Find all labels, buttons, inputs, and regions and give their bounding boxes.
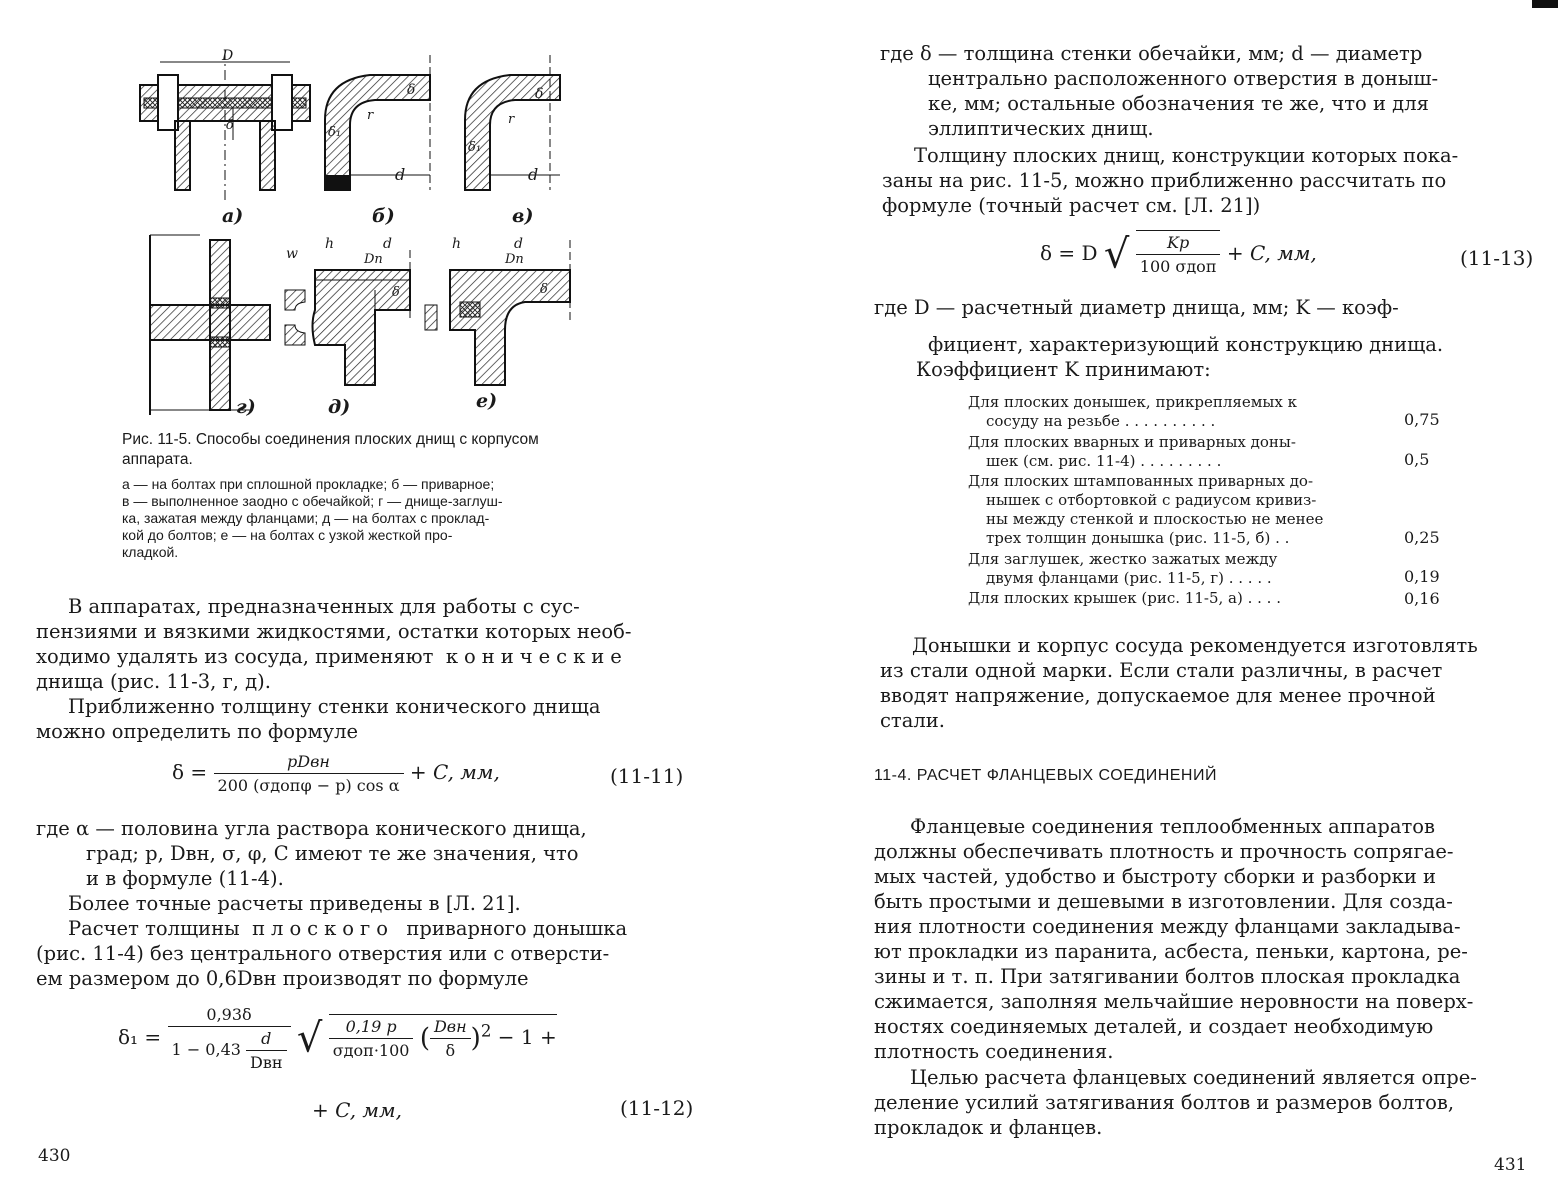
text-line: ностях соединяемых деталей, и создает необходимую: [874, 1015, 1434, 1038]
dim-r-b: r: [367, 108, 374, 123]
label-e: е): [476, 390, 498, 412]
caption-line: а — на болтах при сплошной прокладке; б — приварное;: [122, 476, 495, 492]
section-heading: 11-4. РАСЧЕТ ФЛАНЦЕВЫХ СОЕДИНЕНИЙ: [874, 767, 1217, 784]
label-g: г): [236, 396, 256, 418]
text-line: Целью расчета фланцевых соединений является опре-: [910, 1066, 1477, 1089]
text-line: Приближенно толщину стенки конического днища: [68, 695, 601, 718]
dim-d-v: d: [528, 165, 539, 184]
text-line: быть простыми и дешевыми в изготовлении. Для созда-: [874, 890, 1453, 913]
label-d: д): [328, 396, 351, 418]
text-line: деление усилий затягивания болтов и размеров болтов,: [874, 1091, 1455, 1114]
text-line: заны на рис. 11-5, можно приближенно рассчитать по: [882, 169, 1447, 192]
formula-number: (11-13): [1460, 246, 1534, 270]
dim-delta-d: δ: [392, 285, 400, 300]
figure-11-5: [130, 40, 590, 425]
dim-r-v: r: [508, 112, 515, 127]
text-line: стали.: [880, 709, 945, 732]
left-page: [0, 0, 770, 1190]
text-line: где D — расчетный диаметр днища, мм; K — коэф-: [874, 296, 1399, 319]
dim-Dn-e: Dп: [505, 252, 524, 267]
caption-line: кладкой.: [122, 544, 179, 560]
text-line: ке, мм; остальные обозначения те же, что и для: [928, 92, 1429, 115]
text-line: зины и т. п. При затягивании болтов плоская прокладка: [874, 965, 1461, 988]
coef-line: Для плоских крышек (рис. 11-5, а) . . . .: [968, 589, 1281, 607]
text-line: где α — половина угла раствора конического днища,: [36, 817, 587, 840]
formula-number: (11-11): [610, 764, 684, 788]
text-line: сжимается, заполняя мельчайшие неровности на поверх-: [874, 990, 1474, 1013]
dim-w: w: [286, 246, 298, 262]
dim-delta-e: δ: [540, 282, 548, 297]
formula-11-11: δ = $\frac{\text{pDвн}}{\text{200 (σдопφ − p) cos α}}$ + C, мм,: [172, 752, 500, 795]
text-line: Фланцевые соединения теплообменных аппаратов: [910, 815, 1435, 838]
coef-line: Для плоских донышек, прикрепляемых к: [968, 393, 1297, 411]
text-line: плотность соединения.: [874, 1040, 1114, 1063]
text-line: должны обеспечивать плотность и прочность сопрягае-: [874, 840, 1454, 863]
figure-d: [285, 250, 410, 385]
figure-a: [140, 50, 310, 200]
label-v: в): [512, 205, 534, 227]
page-number: 430: [38, 1146, 71, 1166]
text-line: где δ — толщина стенки обечайки, мм; d — диаметр: [880, 42, 1423, 65]
coef-line: шек (см. рис. 11-4) . . . . . . . . .: [986, 452, 1222, 470]
coef-value: 0,19: [1404, 567, 1440, 586]
text-line: мых частей, удобство и быстроту сборки и разборки и: [874, 865, 1437, 888]
dim-h-e: h: [452, 236, 462, 252]
coef-line: двумя фланцами (рис. 11-5, г) . . . . .: [986, 569, 1272, 587]
caption-line: в — выполненное заодно с обечайкой; г — днище-заглуш-: [122, 493, 503, 509]
text-line: вводят напряжение, допускаемое для менее прочной: [880, 684, 1436, 707]
text-line: ния плотности соединения между фланцами закладыва-: [874, 915, 1461, 938]
coef-value: 0,25: [1404, 528, 1440, 547]
dim-d-b: d: [395, 165, 406, 184]
text-line: Толщину плоских днищ, конструкции которых пока-: [914, 144, 1459, 167]
text-line: град; p, Dвн, σ, φ, C имеют те же значения, что: [86, 842, 579, 865]
text-line: Коэффициент K принимают:: [916, 358, 1211, 381]
dim-Dn-d: Dп: [364, 252, 383, 267]
coef-line: Для заглушек, жестко зажатых между: [968, 550, 1278, 568]
text-line: днища (рис. 11-3, г, д).: [36, 670, 271, 693]
label-b: б): [372, 205, 395, 227]
text-line: (рис. 11-4) без центрального отверстия или с отверсти-: [36, 942, 610, 965]
caption-line: кой до болтов; е — на болтах с узкой жесткой про-: [122, 527, 453, 543]
figure-caption-title: Рис. 11-5. Способы соединения плоских днищ с корпусом аппарата.: [122, 431, 539, 468]
figure-e: [425, 240, 570, 385]
coef-line: нышек с отбортовкой с радиусом кривиз-: [986, 491, 1317, 509]
coef-line: ны между стенкой и плоскостью не менее: [986, 510, 1324, 528]
text-line: можно определить по формуле: [36, 720, 359, 743]
text-line: ходимо удалять из сосуда, применяют конические: [36, 645, 628, 668]
coef-line: сосуду на резьбе . . . . . . . . . .: [986, 412, 1216, 430]
dim-h-d: h: [325, 236, 335, 252]
right-page: [790, 0, 1558, 1190]
corner-mark: [1532, 0, 1558, 8]
dim-delta1-v: δ₁: [468, 140, 482, 155]
caption-line: ка, зажатая между фланцами; д — на болтах с проклад-: [122, 510, 490, 526]
text-line: Донышки и корпус сосуда рекомендуется изготовлять: [912, 634, 1478, 657]
dim-delta-v: δ: [535, 86, 544, 102]
text-line: из стали одной марки. Если стали различны, в расчет: [880, 659, 1443, 682]
formula-11-13: δ = D √ $\frac{Kp}{\text{100 σдоп}}$ + C, мм,: [1040, 231, 1317, 278]
text-line: ют прокладки из паранита, асбеста, пеньки, картона, ре-: [874, 940, 1468, 963]
dim-D: D: [222, 48, 234, 64]
text-line: эллиптических днищ.: [928, 117, 1154, 140]
text-line: и в формуле (11-4).: [86, 867, 284, 890]
label-a: а): [222, 205, 244, 227]
coef-value: 0,75: [1404, 410, 1440, 429]
coef-line: трех толщин донышка (рис. 11-5, б) . .: [986, 529, 1290, 547]
coef-value: 0,5: [1404, 450, 1430, 469]
coef-value: 0,16: [1404, 589, 1440, 608]
text-line: прокладок и фланцев.: [874, 1116, 1103, 1139]
text-line: формуле (точный расчет см. [Л. 21]): [882, 194, 1261, 217]
figure-b: [325, 55, 430, 190]
text-line: фициент, характеризующий конструкцию днища.: [928, 333, 1444, 356]
dim-delta1-b: δ₁: [328, 125, 342, 140]
coef-line: Для плоских штампованных приварных до-: [968, 472, 1314, 490]
page-number: 431: [1494, 1155, 1527, 1175]
formula-11-12: δ₁ = 0,93δ 1 − 0,43 $\frac{d}{\text{Dвн}}$ √ $\frac{0,19 p}{\text{σдоп·100}}$ ( $\frac{\text{Dвн}}{\delta}$ )$^2$ − 1 +: [118, 1005, 557, 1072]
text-line: Расчет толщины плоского приварного донышка: [68, 917, 628, 940]
dim-delta-a: δ: [226, 118, 234, 133]
formula-number: (11-12): [620, 1096, 694, 1120]
dim-delta-b: δ: [407, 82, 416, 98]
text-line: центрально расположенного отверстия в доныш-: [928, 67, 1439, 90]
formula-11-12-line2: + C, мм,: [312, 1098, 402, 1122]
dim-d-d: d: [383, 236, 392, 252]
figure-g: [150, 235, 270, 415]
text-line: ем размером до 0,6Dвн производят по формуле: [36, 967, 529, 990]
dim-d-e: d: [514, 236, 523, 252]
text-line: пензиями и вязкими жидкостями, остатки которых необ-: [36, 620, 632, 643]
text-line: Более точные расчеты приведены в [Л. 21].: [68, 892, 521, 915]
text-line: В аппаратах, предназначенных для работы с сус-: [68, 595, 580, 618]
coef-line: Для плоских вварных и приварных доны-: [968, 433, 1296, 451]
